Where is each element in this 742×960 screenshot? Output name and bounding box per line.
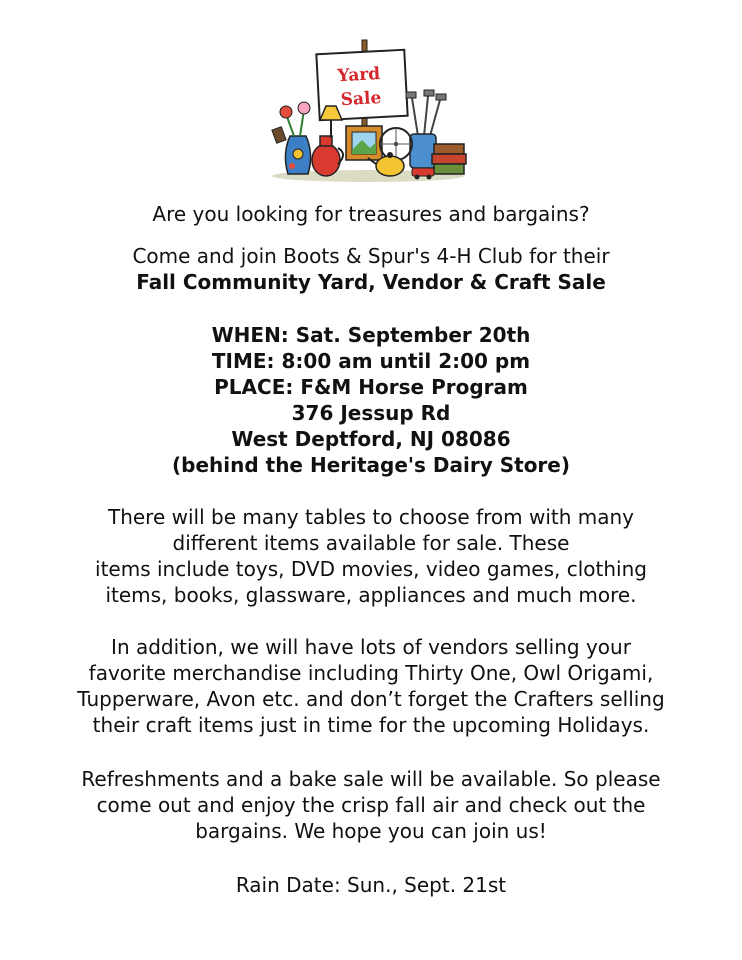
paragraph1-line: different items available for sale. These	[172, 531, 570, 555]
event-address-line1: 376 Jessup Rd	[291, 401, 451, 425]
lamp-icon	[320, 106, 342, 138]
paragraph2-line: In addition, we will have lots of vendors selling your	[111, 635, 631, 659]
intro-question: Are you looking for treasures and bargains?	[152, 202, 590, 226]
event-landmark: (behind the Heritage's Dairy Store)	[172, 453, 570, 477]
event-when: WHEN: Sat. September 20th	[211, 323, 531, 347]
paragraph1-line: There will be many tables to choose from with many	[107, 505, 635, 529]
event-place: PLACE: F&M Horse Program	[214, 375, 528, 399]
bicycle-icon	[380, 128, 412, 160]
paragraph2-line: their craft items just in time for the upcoming Holidays.	[92, 713, 650, 737]
paragraph1-line: items, books, glassware, appliances and much more.	[105, 583, 637, 607]
jug-icon	[312, 136, 343, 176]
event-name: Fall Community Yard, Vendor & Craft Sale	[136, 270, 606, 294]
intro-invite: Come and join Boots & Spur's 4-H Club for their	[132, 244, 610, 268]
paragraph1-line: items include toys, DVD movies, video games, clothing	[95, 557, 647, 581]
sign-text-line1: Yard	[336, 64, 381, 87]
books-icon	[432, 144, 466, 174]
sign-text-line2: Sale	[340, 88, 382, 111]
yard-sale-clipart	[268, 36, 472, 184]
paragraph3-line: bargains. We hope you can join us!	[195, 819, 547, 843]
picture-frame-icon	[346, 126, 382, 160]
event-time: TIME: 8:00 am until 2:00 pm	[211, 349, 531, 373]
paragraph3-line: Refreshments and a bake sale will be available. So please	[81, 767, 661, 791]
paragraph3-line: come out and enjoy the crisp fall air and check out the	[96, 793, 646, 817]
event-address-line2: West Deptford, NJ 08086	[231, 427, 511, 451]
paragraph2-line: Tupperware, Avon etc. and don’t forget the Crafters selling	[77, 687, 665, 711]
paragraph2-line: favorite merchandise including Thirty One, Owl Origami,	[88, 661, 654, 685]
vase-icon	[285, 136, 310, 174]
rain-date: Rain Date: Sun., Sept. 21st	[235, 873, 507, 897]
